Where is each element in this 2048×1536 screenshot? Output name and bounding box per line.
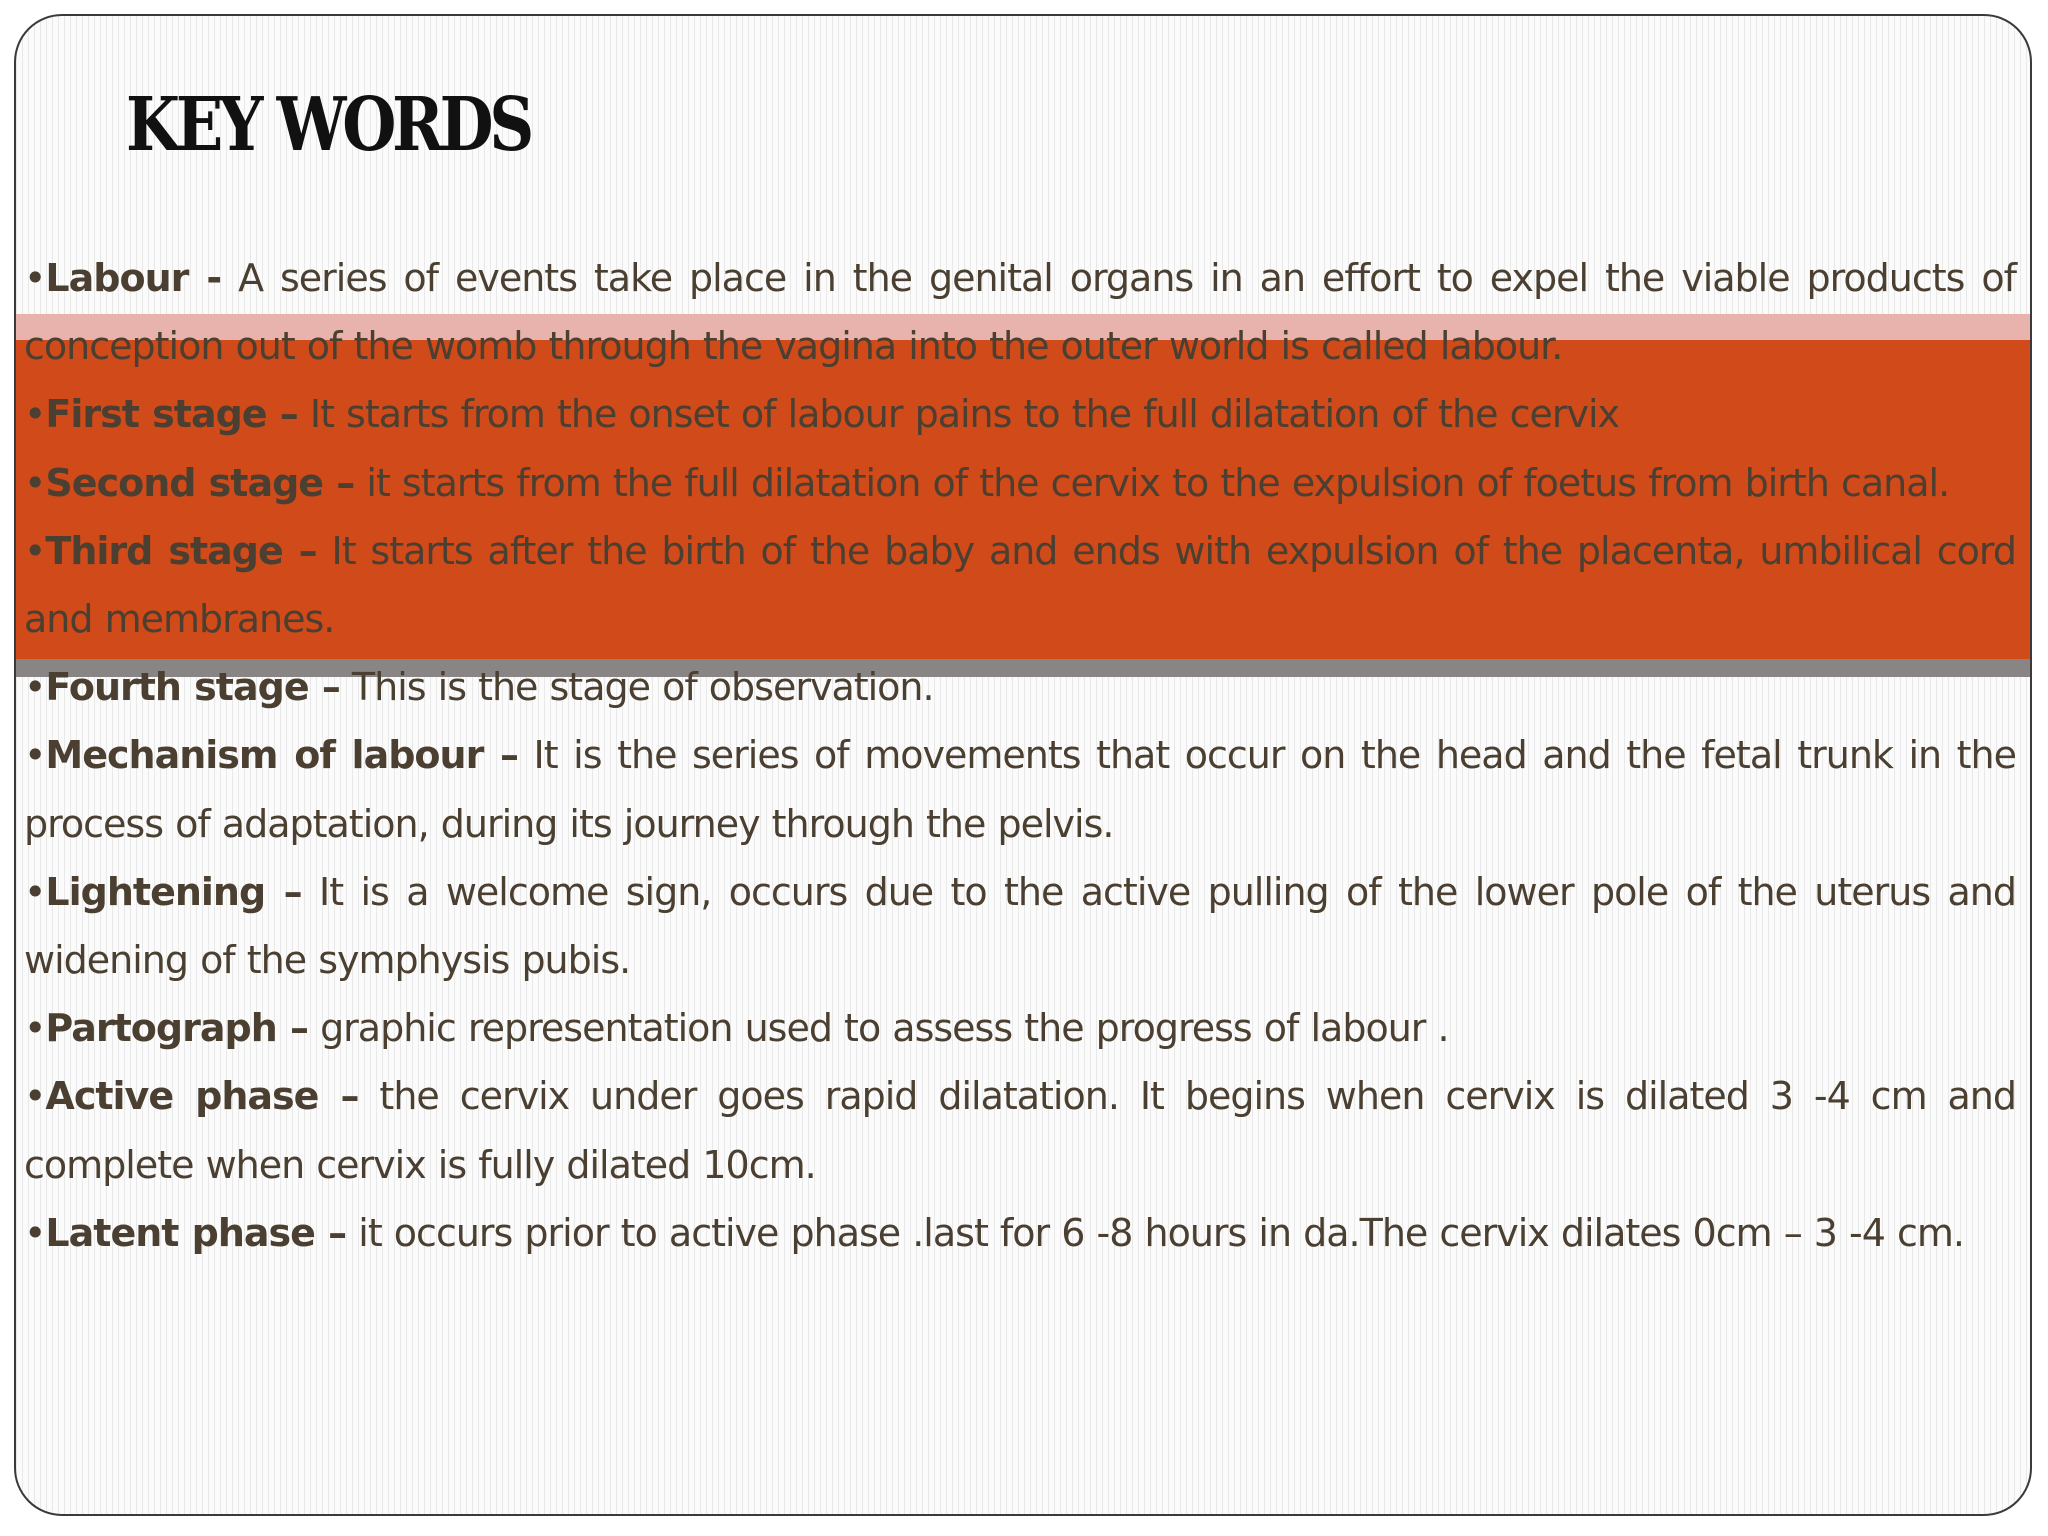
- list-item-fourth-stage: [24, 653, 2016, 721]
- definition: This is the stage of observation.: [339, 665, 934, 710]
- list-item-partograph: [24, 994, 2016, 1062]
- bullet: •: [24, 869, 46, 914]
- definition: It is a welcome sign, occurs due to the active pulling of the lower pole of the uterus and widening of the symphysis pubis.: [24, 869, 2016, 983]
- term: Second stage –: [45, 460, 355, 505]
- bullet: •: [24, 733, 46, 778]
- definition: It starts after the birth of the baby and ends with expulsion of the placenta, umbilical cord and membranes.: [24, 528, 2016, 642]
- list-item-labour: [24, 244, 2016, 380]
- bullet: •: [24, 392, 46, 437]
- bullet: •: [24, 256, 46, 300]
- list-item-active-phase: [24, 1062, 2016, 1198]
- definition: graphic representation used to assess the progress of labour .: [307, 1006, 1449, 1051]
- definition: it occurs prior to active phase .last for 6 -8 hours in da.The cervix dilates 0cm – 3 -4 cm.: [346, 1210, 1965, 1255]
- definition: A series of events take place in the genital organs in an effort to expel the viable products of conception out of the womb through the vagina into the outer world is called labour.: [24, 256, 2016, 369]
- term: Labour -: [45, 256, 222, 300]
- term: Active phase –: [45, 1074, 359, 1119]
- term: Lightening –: [45, 869, 302, 914]
- list-item-third-stage: [24, 517, 2016, 653]
- list-item-first-stage: [24, 380, 2016, 448]
- term: First stage –: [45, 392, 298, 437]
- bullet: •: [24, 1074, 46, 1119]
- list-item-mechanism-of-labour: [24, 721, 2016, 857]
- list-item-lightening: [24, 858, 2016, 994]
- definition: It starts from the onset of labour pains to the full dilatation of the cervix: [297, 392, 1619, 437]
- list-item-second-stage: [24, 449, 2016, 517]
- definition: it starts from the full dilatation of the cervix to the expulsion of foetus from birth canal.: [354, 460, 1950, 505]
- term: Latent phase –: [45, 1210, 347, 1255]
- term: Fourth stage –: [45, 665, 340, 710]
- bullet: •: [24, 1210, 46, 1255]
- slide-title: KEY WORDS: [126, 82, 531, 168]
- list-item-latent-phase: [24, 1199, 2016, 1267]
- bullet: •: [24, 528, 46, 573]
- term: Partograph –: [45, 1006, 308, 1051]
- key-words-list: [24, 244, 2016, 1267]
- term: Third stage –: [45, 528, 317, 573]
- definition: It is the series of movements that occur on the head and the fetal trunk in the process of adaptation, during its journey through the pelvis.: [24, 733, 2016, 846]
- slide: [14, 14, 2032, 1516]
- bullet: •: [24, 460, 46, 505]
- definition: the cervix under goes rapid dilatation. It begins when cervix is dilated 3 -4 cm and complete when cervix is fully dilated 10cm.: [24, 1074, 2016, 1187]
- bullet: •: [24, 1006, 46, 1051]
- bullet: •: [24, 665, 46, 710]
- term: Mechanism of labour –: [45, 733, 518, 778]
